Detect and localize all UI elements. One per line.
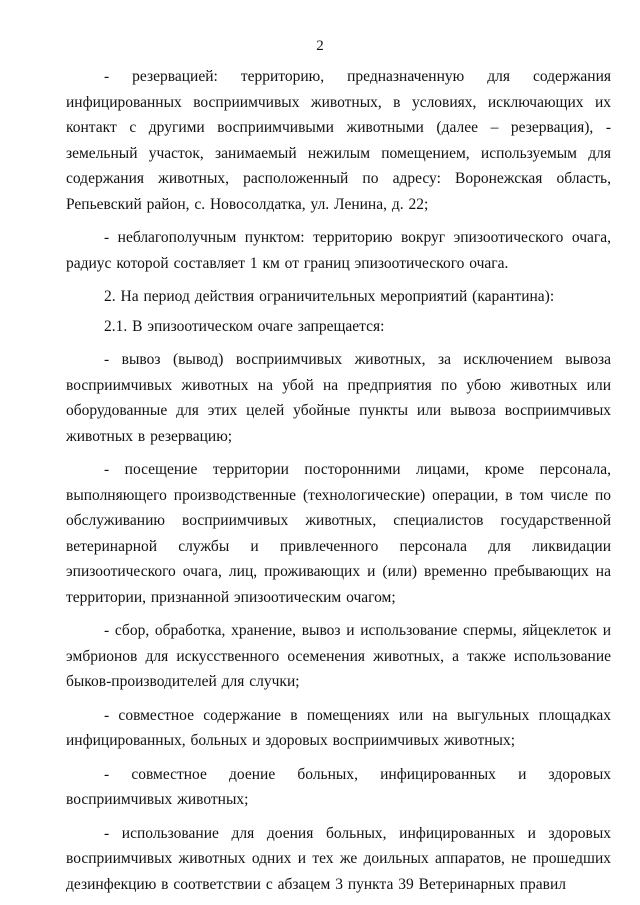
- paragraph-unfavorable-point-definition: - неблагополучным пунктом: территорию вокруг эпизоотического очага, радиус которой составляет 1 км от границ эпизоотического очага.: [66, 229, 611, 272]
- paragraph-ban-joint-keeping: - совместное содержание в помещениях или на выгульных площадках инфицированных, больных и здоровых восприимчивых животных;: [66, 706, 611, 749]
- document-body: [66, 64, 611, 905]
- paragraph-ban-joint-milking: - совместное доение больных, инфицированных и здоровых восприимчивых животных;: [66, 765, 611, 808]
- paragraph-reservation-definition: - резервацией: территорию, предназначенную для содержания инфицированных восприимчивых животных, в условиях, исключающих их контакт с другими восприимчивыми животными (далее – резервация), - земельный участок, занимаемый нежилым помещением, используемым для содержания животных, расположенный по адресу: Воронежская область, Репьевский район, с. Новосолдатка, ул. Ленина, д. 22;: [66, 68, 611, 213]
- paragraph-section-2-1: 2.1. В эпизоотическом очаге запрещается:: [104, 317, 385, 335]
- paragraph-ban-semen: - сбор, обработка, хранение, вывоз и использование спермы, яйцеклеток и эмбрионов для искусственного осеменения животных, а также использование быков-производителей для случки;: [66, 622, 611, 690]
- paragraph-ban-visits: - посещение территории посторонними лицами, кроме персонала, выполняющего производственные (технологические) операции, в том числе по обслуживанию восприимчивых животных, специалистов государственной ветеринарной службы и привлеченного персонала для ликвидации эпизоотического очага, лиц, проживающих и (или) временно пребывающих на территории, признанной эпизоотическим очагом;: [66, 461, 611, 606]
- page-number: 2: [316, 38, 324, 54]
- paragraph-ban-shared-apparatus: - использование для доения больных, инфицированных и здоровых восприимчивых животных одних и тех же доильных аппаратов, не прошедших дезинфекцию в соответствии с абзацем 3 пункта 39 Ветеринарных правил: [66, 824, 611, 893]
- paragraph-ban-export: - вывоз (вывод) восприимчивых животных, за исключением вывоза восприимчивых животных на убой на предприятия по убою животных или оборудованные для этих целей убойные пункты или вывоза восприимчивых животных в резервацию;: [66, 351, 611, 445]
- paragraph-section-2: 2. На период действия ограничительных мероприятий (карантина):: [104, 288, 555, 305]
